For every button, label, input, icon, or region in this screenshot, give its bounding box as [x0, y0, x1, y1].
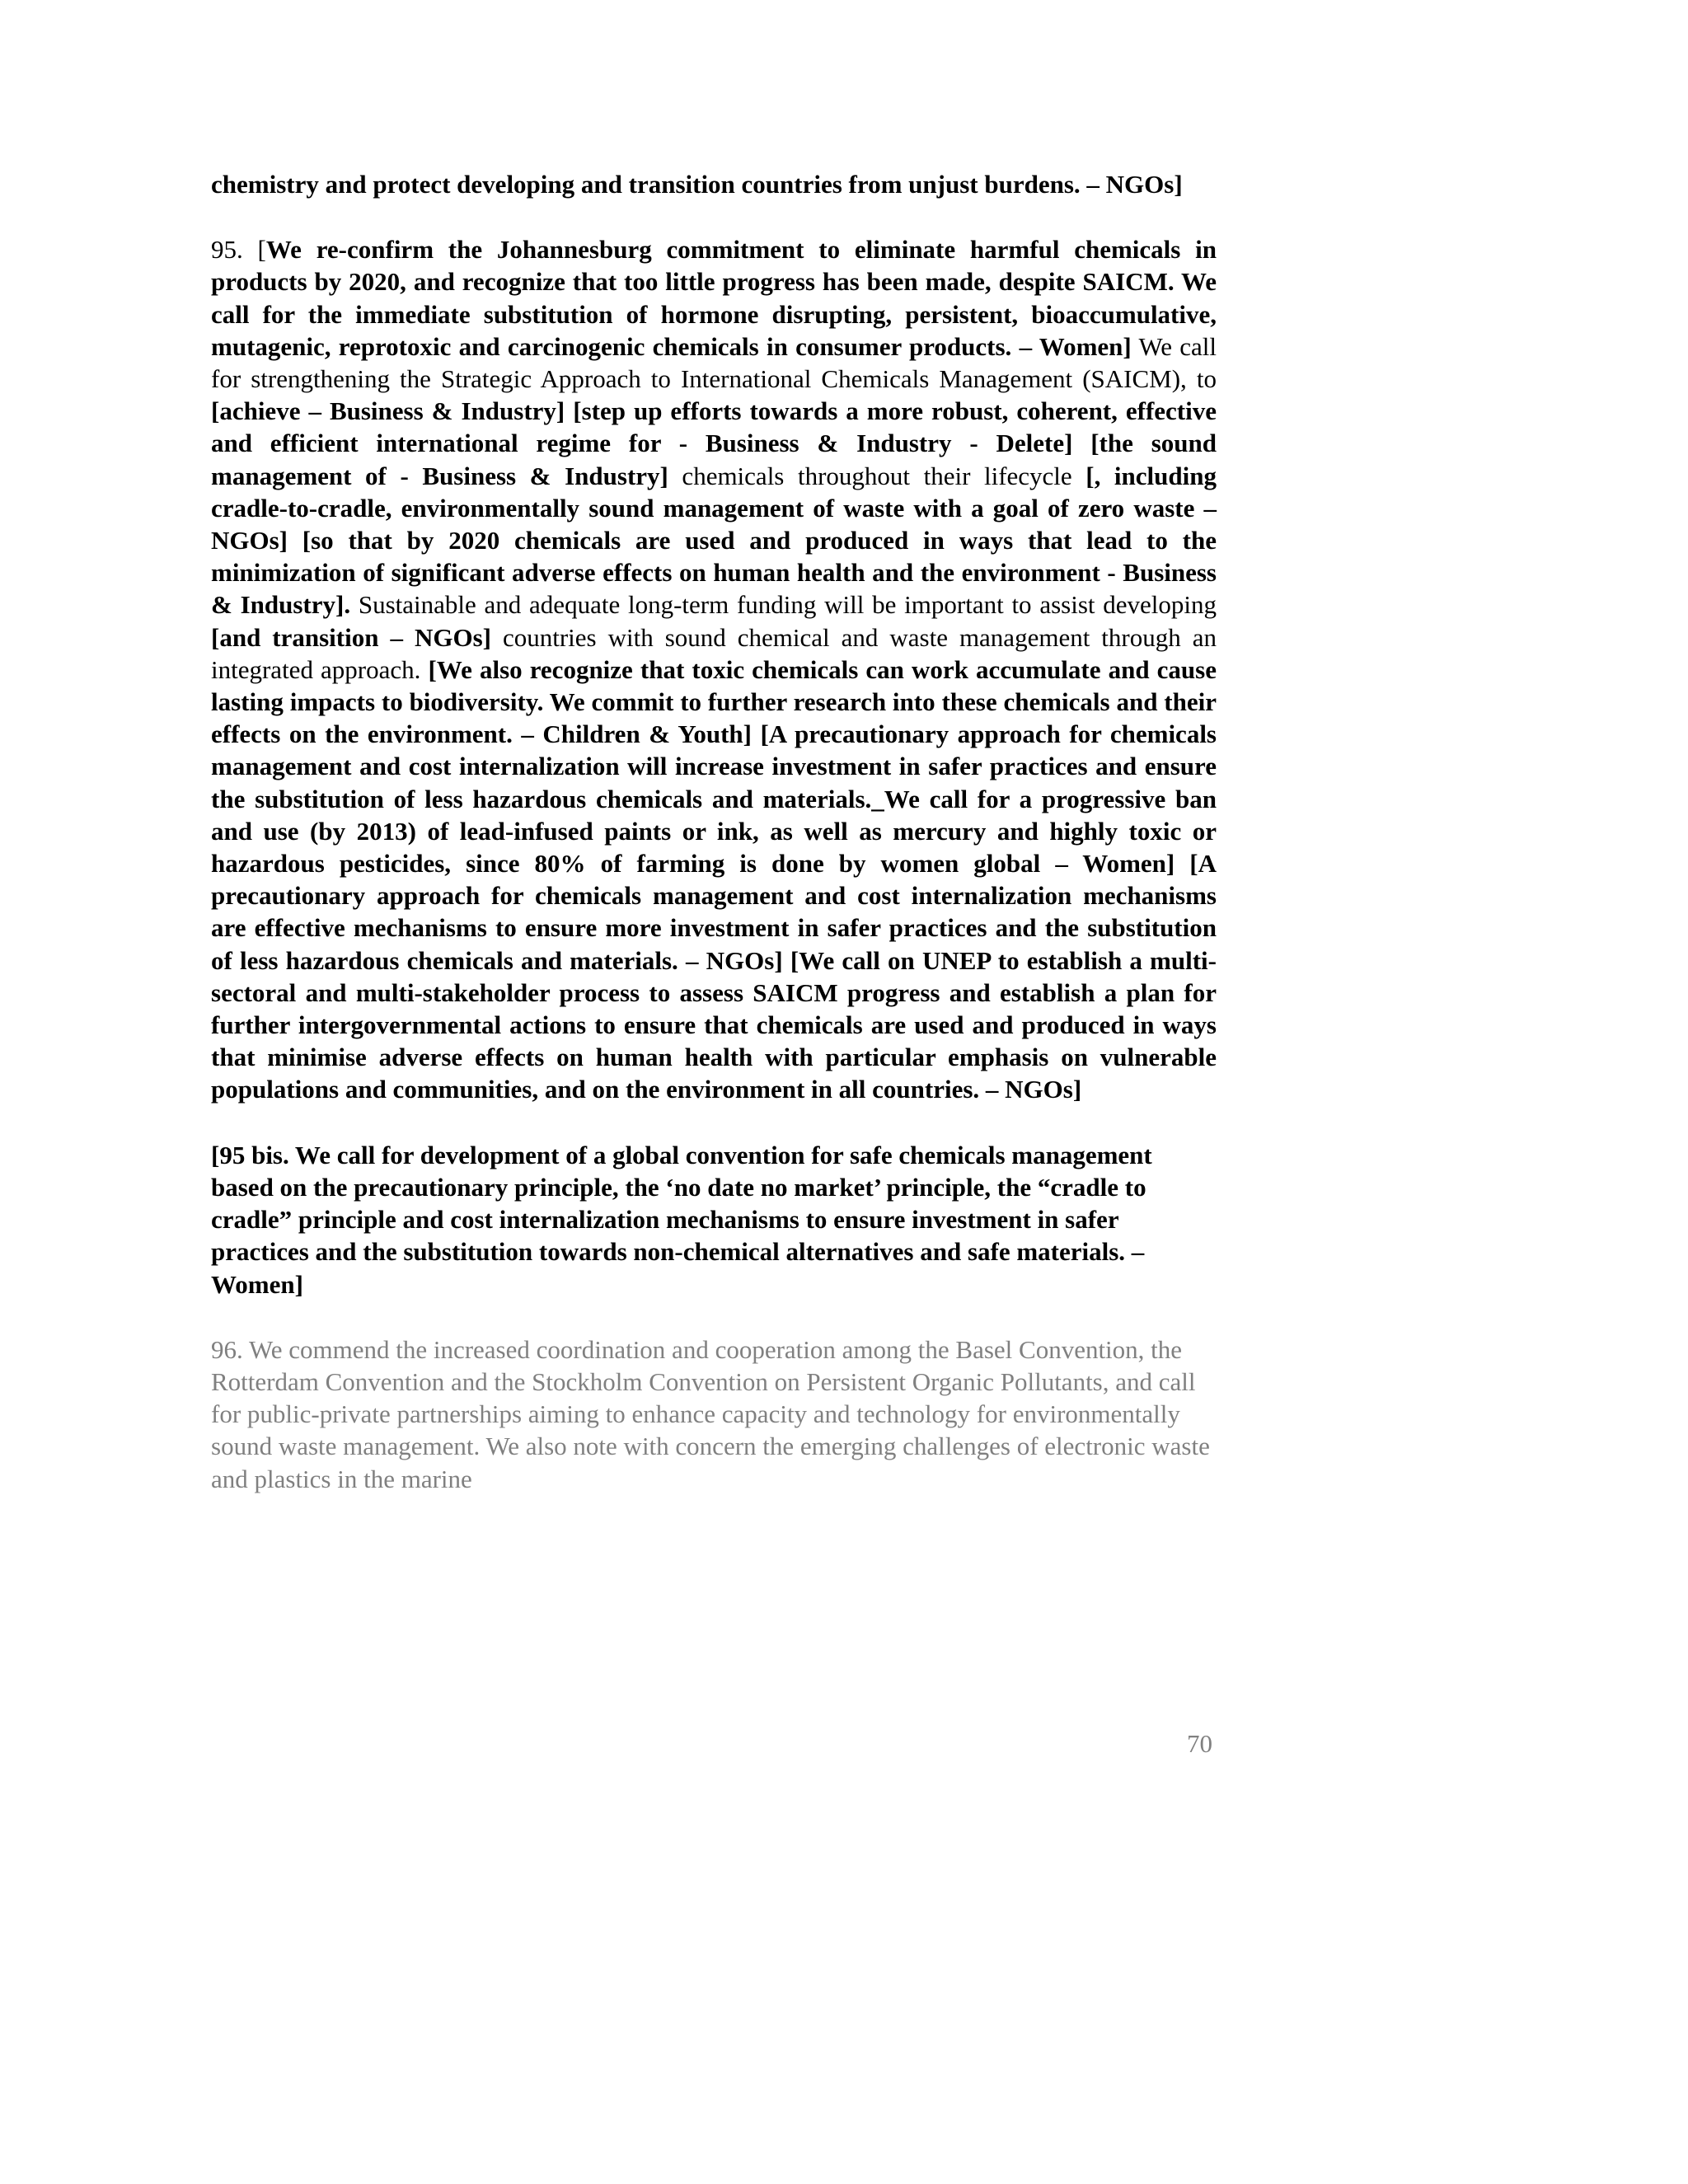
paragraph-continued: [211, 168, 1217, 200]
bold-text-run: We re-confirm the Johannesburg commitment to eliminate harmful chemicals in products by 2020, and recognize that too little progress has been made, despite SAICM. We call for the immediate substitution of hormone disrupting, persistent, bioaccumulative, mutagenic, reprotoxic and carcinogenic chemicals in consumer products. – Women]: [211, 235, 1217, 361]
bold-text-run: [We also recognize that toxic chemicals can work accumulate and cause lasting impacts to biodiversity. We commit to further research into these chemicals and their effects on the environment. – Children & Youth] [A precautionary approach for chemicals management and cost internalization will increase investment in safer practices and ensure the substitution of less hazardous chemicals and materials._We call for a progressive ban and use (by 2013) of lead-infused paints or ink, as well as mercury and highly toxic or hazardous pesticides, since 80% of farming is done by women global – Women] [A precautionary approach for chemicals management and cost internalization mechanisms are effective mechanisms to ensure more investment in safer practices and the substitution of less hazardous chemicals and materials. – NGOs] [We call on UNEP to establish a multi-sectoral and multi-stakeholder process to assess SAICM progress and establish a plan for further intergovernmental actions to ensure that chemicals are used and produced in ways that minimise adverse effects on human health with particular emphasis on vulnerable populations and communities, and on the environment in all countries. – NGOs]: [211, 654, 1217, 1104]
bold-text-run: chemistry and protect developing and transition countries from unjust burdens. – NGOs]: [211, 170, 1183, 199]
paragraph-96: [211, 1333, 1217, 1495]
paragraph-spacer: [211, 1106, 1217, 1139]
bold-text-run: [achieve – Business & Industry] [step up efforts towards a more robust, coherent, effective and efficient international regime for - Business & Industry - Delete] [the sound management of - Business & Industry]: [211, 396, 1217, 490]
bold-text-run: [, including cradle-to-cradle, environmentally sound management of waste with a goal of zero waste – NGOs] [so that by 2020 chemicals are used and produced in ways that lead to the minimization of significant adverse effects on human health and the environment - Business & Industry].: [211, 461, 1217, 620]
bold-text-run: [and transition – NGOs]: [211, 622, 491, 652]
paragraph-95-bis: [211, 1139, 1217, 1301]
text-run: countries with sound chemical and waste management through an integrated approach.: [211, 622, 1217, 684]
bold-text-run: [95 bis. We call for development of a global convention for safe chemicals management based on the precautionary principle, the ‘no date no market’ principle, the “cradle to cradle” principle and cost internalization mechanisms to ensure investment in safer practices and the substitution towards non-chemical alternatives and safe materials. – Women]: [211, 1140, 1152, 1299]
text-run: 95. [: [211, 235, 266, 265]
paragraph-95: [211, 233, 1217, 1105]
text-run: 96. We commend the increased coordination and cooperation among the Basel Convention, the Rotterdam Convention and the Stockholm Convention on Persistent Organic Pollutants, and call for public-private partnerships aiming to enhance capacity and technology for environmentally sound waste management. We also note with concern the emerging challenges of electronic waste and plastics in the marine: [211, 1334, 1210, 1493]
text-run: chemicals throughout their lifecycle: [668, 461, 1086, 490]
text-run: We call for strengthening the Strategic Approach to International Chemicals Management (SAICM), to: [211, 331, 1217, 394]
document-body: [211, 168, 1217, 1495]
text-run: Sustainable and adequate long-term funding will be important to assist developing: [350, 590, 1217, 620]
paragraph-spacer: [211, 200, 1217, 233]
paragraph-spacer: [211, 1301, 1217, 1333]
page-number: 70: [1187, 1729, 1212, 1758]
